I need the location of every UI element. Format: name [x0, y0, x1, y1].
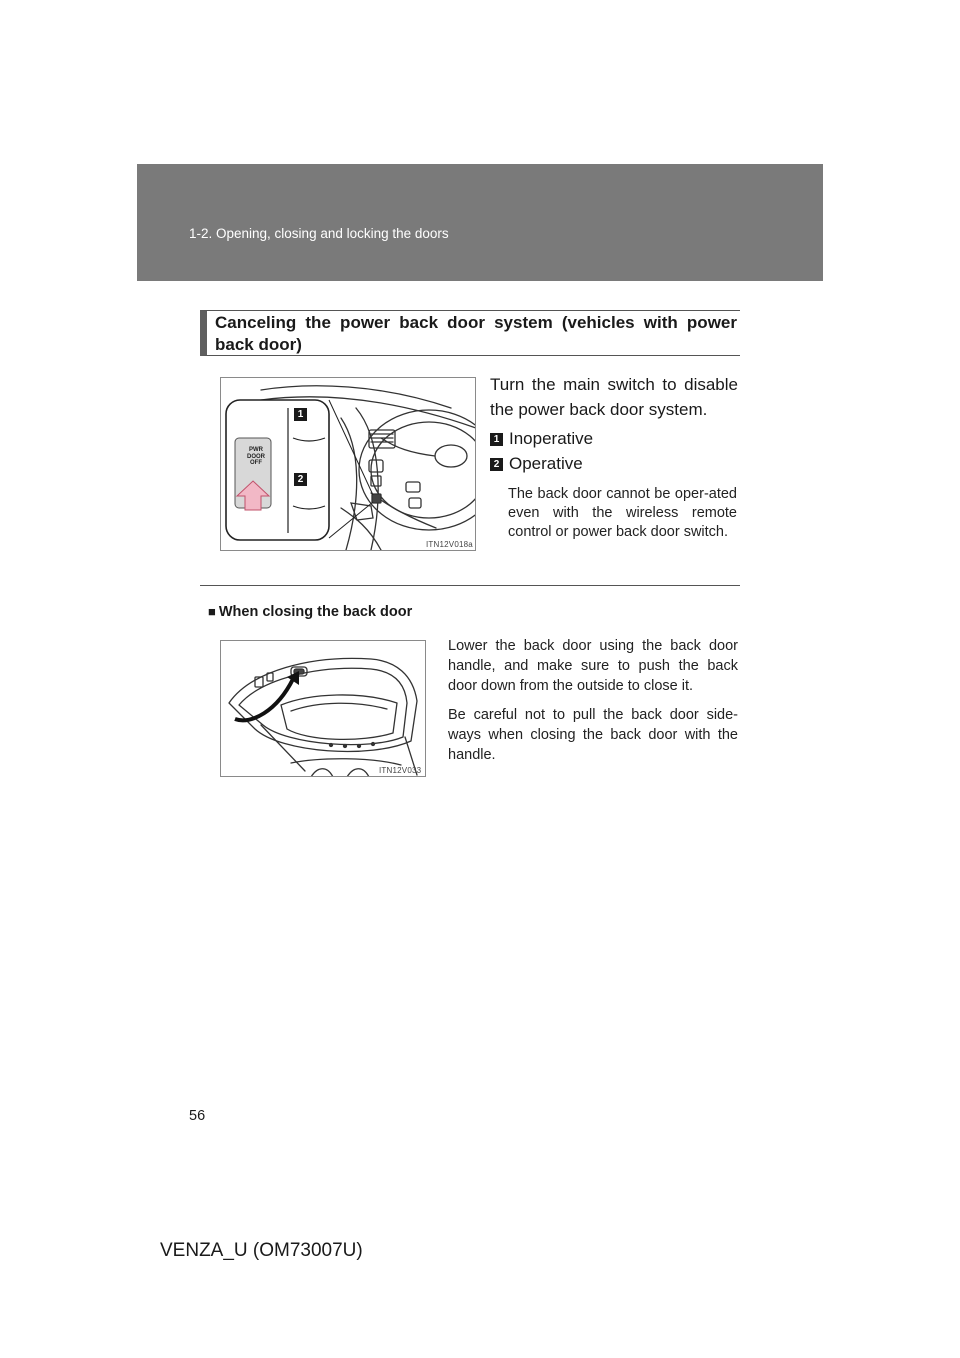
intro-text: Turn the main switch to disable the power back door system. [490, 375, 738, 419]
list-item-operative [490, 453, 583, 475]
paragraph-lower-door: Lower the back door using the back door handle, and make sure to push the back door down from the outside to close it. [448, 638, 738, 694]
page-number: 56 [189, 1108, 206, 1124]
divider [200, 585, 740, 586]
power-door-switch-figure [220, 377, 476, 551]
number-badge-2: 2 [490, 458, 503, 471]
callout-badge-1: 1 [294, 408, 307, 421]
switch-label: PWR DOOR OFF [247, 447, 265, 466]
subsection-heading: ■ When closing the back door [208, 604, 413, 620]
callout-badge-2: 2 [294, 473, 307, 486]
header-band [137, 164, 823, 281]
paragraph-careful: Be careful not to pull the back door side-ways when closing the back door with the handle. [448, 707, 738, 763]
section-title: Canceling the power back door system (vehicles with power back door) [200, 310, 740, 356]
figure-code: ITN12V018a [426, 540, 473, 549]
back-door-illustration [221, 641, 426, 777]
figure-code: ITN12V033 [379, 766, 422, 775]
back-door-figure [220, 640, 426, 777]
item-label: Inoperative [509, 429, 594, 448]
number-badge-1: 1 [490, 433, 503, 446]
section-breadcrumb: 1-2. Opening, closing and locking the doors [189, 226, 449, 241]
list-item-inoperative [490, 428, 593, 450]
square-bullet-icon: ■ [208, 604, 216, 619]
manual-code: VENZA_U (OM73007U) [160, 1240, 363, 1261]
note-text: The back door cannot be oper-ated even with the wireless remote control or power back door switch. [508, 486, 737, 540]
item-label: Operative [509, 454, 583, 473]
